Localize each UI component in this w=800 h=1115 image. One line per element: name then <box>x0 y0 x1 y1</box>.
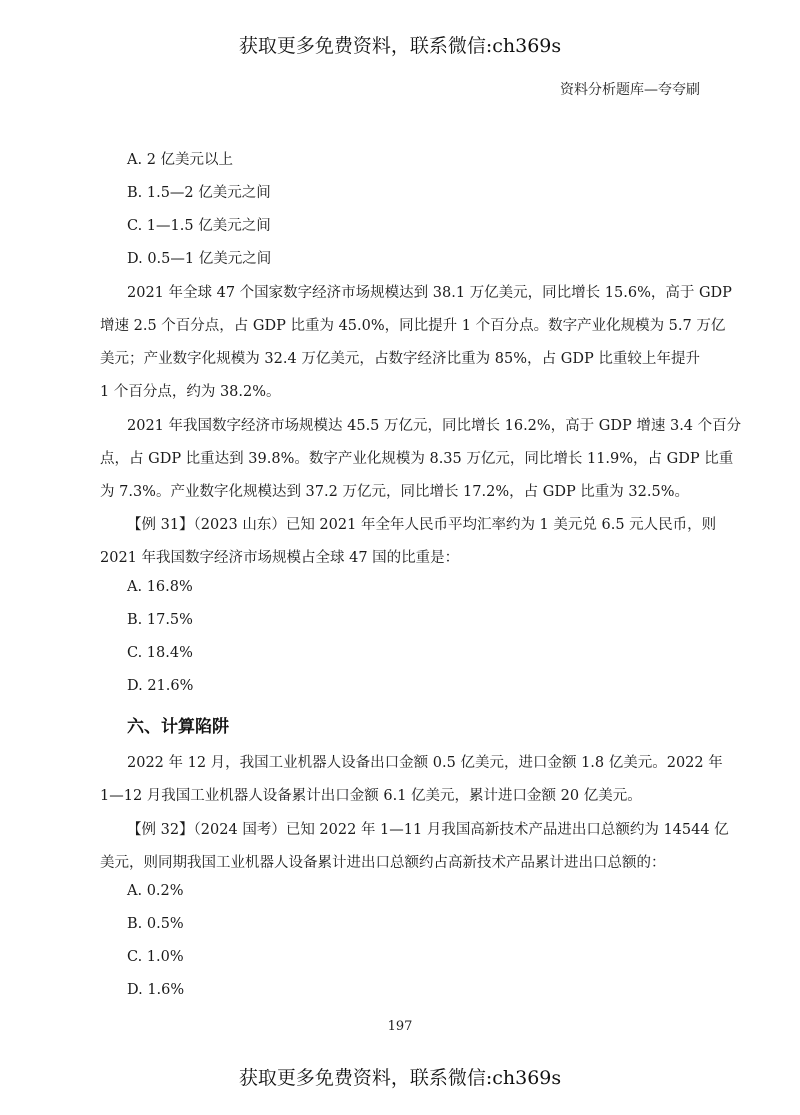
paragraph-line: 增速 2.5 个百分点，占 GDP 比重为 45.0%，同比提升 1 个百分点。数字产业化规模为 5.7 万亿 <box>100 318 726 334</box>
paragraph-line: 1—12 月我国工业机器人设备累计出口金额 6.1 亿美元，累计进口金额 20 亿美元。 <box>100 788 642 804</box>
option-b: B. 1.5—2 亿美元之间 <box>127 185 271 201</box>
option-a: A. 16.8% <box>127 579 193 595</box>
promo-banner-top: 获取更多免费资料，联系微信:ch369s <box>238 35 562 57</box>
option-d: D. 21.6% <box>127 678 194 694</box>
option-c: C. 18.4% <box>127 645 193 661</box>
question-stem: 【例 31】（2023 山东）已知 2021 年全年人民币平均汇率约为 1 美元兑 6.5 元人民币，则 <box>127 517 717 533</box>
option-a: A. 2 亿美元以上 <box>127 152 234 168</box>
option-b: B. 17.5% <box>127 612 193 628</box>
option-a: A. 0.2% <box>127 883 184 899</box>
question-stem: 美元，则同期我国工业机器人设备累计进出口总额约占高新技术产品累计进出口总额的： <box>100 855 666 871</box>
running-header: 资料分析题库—夸夸刷 <box>560 82 700 98</box>
paragraph-line: 2021 年全球 47 个国家数字经济市场规模达到 38.1 万亿美元，同比增长 15.6%，高于 GDP <box>127 285 732 301</box>
paragraph-line: 美元；产业数字化规模为 32.4 万亿美元，占数字经济比重为 85%，占 GDP 比重较上年提升 <box>100 351 700 367</box>
option-d: D. 0.5—1 亿美元之间 <box>127 251 272 267</box>
option-c: C. 1—1.5 亿美元之间 <box>127 218 271 234</box>
option-d: D. 1.6% <box>127 982 185 998</box>
option-b: B. 0.5% <box>127 916 184 932</box>
paragraph-line: 点，占 GDP 比重达到 39.8%。数字产业化规模为 8.35 万亿元，同比增长 11.9%，占 GDP 比重 <box>100 451 734 467</box>
promo-banner-bottom: 获取更多免费资料，联系微信:ch369s <box>238 1067 562 1089</box>
question-stem: 【例 32】（2024 国考）已知 2022 年 1—11 月我国高新技术产品进出口总额约为 14544 亿 <box>127 822 729 838</box>
section-title: 六、计算陷阱 <box>127 717 229 737</box>
page-number: 197 <box>387 1019 413 1034</box>
question-stem: 2021 年我国数字经济市场规模占全球 47 国的比重是： <box>100 550 460 566</box>
paragraph-line: 2021 年我国数字经济市场规模达 45.5 万亿元，同比增长 16.2%，高于 GDP 增速 3.4 个百分 <box>127 418 742 434</box>
paragraph-line: 为 7.3%。产业数字化规模达到 37.2 万亿元，同比增长 17.2%，占 GDP 比重为 32.5%。 <box>100 484 689 500</box>
paragraph-line: 2022 年 12 月，我国工业机器人设备出口金额 0.5 亿美元，进口金额 1.8 亿美元。2022 年 <box>127 755 723 771</box>
option-c: C. 1.0% <box>127 949 184 965</box>
paragraph-line: 1 个百分点，约为 38.2%。 <box>100 384 281 400</box>
